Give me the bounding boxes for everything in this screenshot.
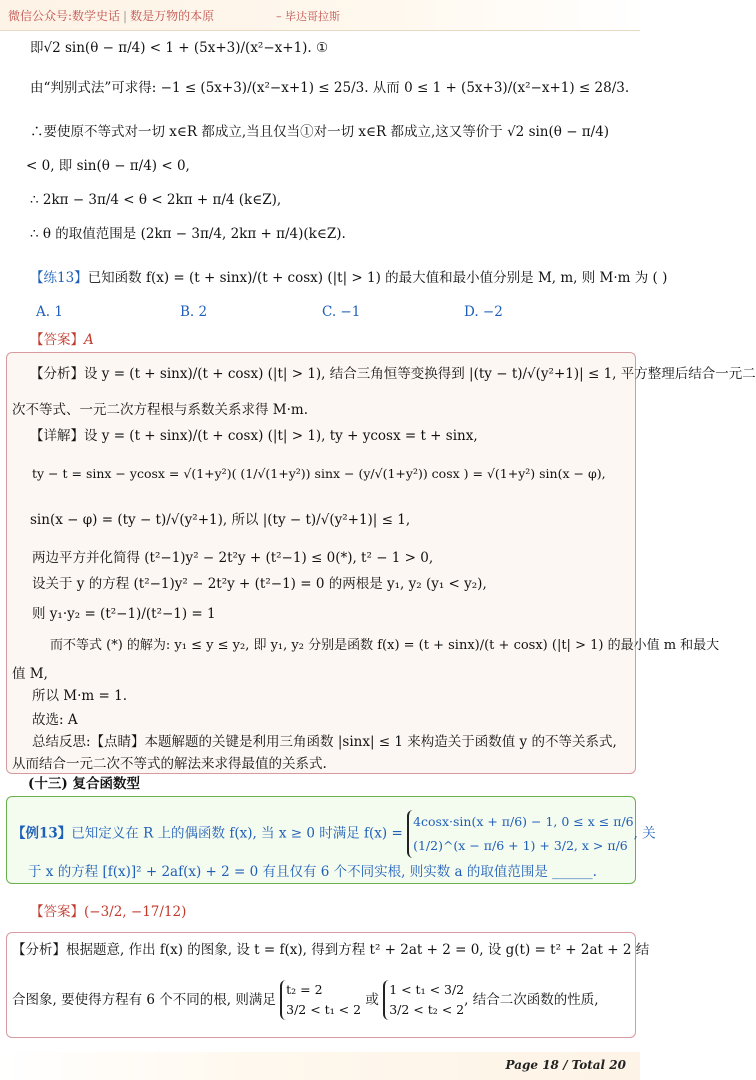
detail-line-11: 总结反思:【点睛】本题解题的关键是利用三角函数 |sinx| ≤ 1 来构造关于函数值 y 的不等关系式,: [32, 734, 617, 750]
analysis-line-1: 【分析】设 y = (t + sinx)/(t + cosx) (|t| > 1), 结合三角恒等变换得到 |(ty − t)/√(y²+1)| ≤ 1, 平方整理后结合一元二: [30, 366, 756, 382]
detail-line-5: 设关于 y 的方程 (t²−1)y² − 2t²y + (t²−1) = 0 的两根是 y₁, y₂ (y₁ < y₂),: [32, 576, 487, 592]
detail-line-3: sin(x − φ) = (ty − t)/√(y²+1), 所以 |(ty − t)/√(y²+1)| ≤ 1,: [30, 512, 411, 528]
detail-line-12: 从而结合一元二次不等式的解法来求得最值的关系式.: [12, 756, 327, 772]
example-text-1: 已知定义在 R 上的偶函数 f(x), 当 x ≥ 0 时满足 f(x) =: [71, 825, 403, 842]
detail-line-7: 而不等式 (*) 的解为: y₁ ≤ y ≤ y₂, 即 y₁, y₂ 分别是函数 f(x) = (t + sinx)/(t + cosx) (|t| > 1) 的最小值 m 和最大: [50, 638, 720, 653]
exercise-text: 已知函数 f(x) = (t + sinx)/(t + cosx) (|t| > 1) 的最大值和最小值分别是 M, m, 则 M·m 为 ( ): [87, 270, 668, 286]
page-number: 18: [542, 1058, 559, 1072]
example-answer: [30, 902, 632, 922]
or-word: 或: [365, 992, 379, 1008]
example-analysis-line-2: [12, 980, 632, 1020]
total-label: Total: [571, 1058, 606, 1072]
detail-line-8: 值 M,: [12, 666, 48, 682]
derivation-line-3: ∴要使原不等式对一切 x∈R 都成立,当且仅当①对一切 x∈R 都成立,这又等价于 √2 sin(θ − π/4): [30, 124, 610, 140]
analysis-post: , 结合二次函数的性质,: [464, 992, 599, 1008]
case-1-a: t₂ = 2: [286, 982, 323, 997]
exercise-13: [30, 268, 668, 288]
example-line-2: 于 x 的方程 [f(x)]² + 2af(x) + 2 = 0 有且仅有 6 个不同实根, 则实数 a 的取值范围是 ______.: [28, 864, 597, 880]
option-d: D. −2: [464, 304, 503, 320]
page-footer: [0, 1052, 640, 1080]
analysis-line-2: 次不等式、一元二次方程根与系数关系求得 M·m.: [12, 402, 308, 418]
case-2: [383, 980, 464, 1020]
example-answer-tag: 【答案】: [30, 904, 84, 920]
case-2-b: 3/2 < t₂ < 2: [389, 1002, 465, 1017]
case-1-b: 3/2 < t₁ < 2: [286, 1002, 362, 1017]
option-c: C. −1: [322, 304, 361, 320]
header-branding: [8, 7, 214, 24]
detail-line-4: 两边平方并化简得 (t²−1)y² − 2t²y + (t²−1) ≤ 0(*), t² − 1 > 0,: [32, 550, 434, 566]
answer-tag: 【答案】: [30, 332, 84, 348]
example-analysis-line-1: 【分析】根据题意, 作出 f(x) 的图象, 设 t = f(x), 得到方程 t² + 2at + 2 = 0, 设 g(t) = t² + 2at + 2 结: [12, 942, 650, 958]
derivation-line-5: ∴ 2kπ − 3π/4 < θ < 2kπ + π/4 (k∈Z),: [30, 192, 282, 208]
derivation-line-2: 由“判别式法”可求得: −1 ≤ (5x+3)/(x²−x+1) ≤ 25/3. 从而 0 ≤ 1 + (5x+3)/(x²−x+1) ≤ 28/3.: [30, 80, 630, 96]
exercise-tag: 【练13】: [30, 270, 88, 286]
account-name: 微信公众号:数学史话: [8, 9, 121, 23]
section-title: (十三) 复合函数型: [28, 776, 140, 792]
case-2-a: 1 < t₁ < 3/2: [389, 982, 465, 997]
option-b: B. 2: [180, 304, 208, 320]
detail-line-1: 【详解】设 y = (t + sinx)/(t + cosx) (|t| > 1), ty + ycosx = t + sinx,: [30, 428, 478, 444]
header-slogan: 数是万物的本原: [130, 9, 215, 23]
piecewise-function: [407, 810, 634, 858]
example-text-1-end: , 关: [633, 825, 656, 842]
detail-line-9: 所以 M·m = 1.: [32, 688, 127, 704]
answer-value: A: [84, 332, 94, 348]
derivation-line-1: 即√2 sin(θ − π/4) < 1 + (5x+3)/(x²−x+1). ①: [30, 40, 329, 56]
analysis-pre: 合图象, 要使得方程有 6 个不同的根, 则满足: [12, 992, 276, 1008]
page-indicator: [506, 1058, 627, 1072]
derivation-line-6: ∴ θ 的取值范围是 (2kπ − 3π/4, 2kπ + π/4)(k∈Z).: [30, 226, 346, 242]
page-label: Page: [505, 1058, 539, 1072]
option-a: A. 1: [36, 304, 63, 320]
piece-1: 4cosx·sin(x + π/6) − 1, 0 ≤ x ≤ π/6: [413, 814, 634, 829]
derivation-line-4: < 0, 即 sin(θ − π/4) < 0,: [26, 158, 190, 174]
header-author: – 毕达哥拉斯: [276, 10, 340, 23]
example-line-1: [12, 810, 656, 858]
example-answer-value: (−3/2, −17/12): [84, 904, 187, 920]
exercise-answer: [30, 330, 632, 350]
page-header: [0, 0, 640, 31]
case-1: [280, 980, 361, 1020]
detail-line-6: 则 y₁·y₂ = (t²−1)/(t²−1) = 1: [32, 606, 216, 622]
header-separator: |: [123, 9, 128, 23]
total-pages: 20: [609, 1058, 626, 1072]
detail-line-10: 故选: A: [32, 712, 78, 728]
example-tag: 【例13】: [12, 825, 72, 842]
detail-line-2: ty − t = sinx − ycosx = √(1+y²)( (1/√(1+y²)) sinx − (y/√(1+y²)) cosx ) = √(1+y²) sin(x − φ),: [32, 466, 606, 481]
page-slash: /: [563, 1058, 568, 1072]
piece-2: (1/2)^(x − π/6 + 1) + 3/2, x > π/6: [413, 838, 628, 853]
